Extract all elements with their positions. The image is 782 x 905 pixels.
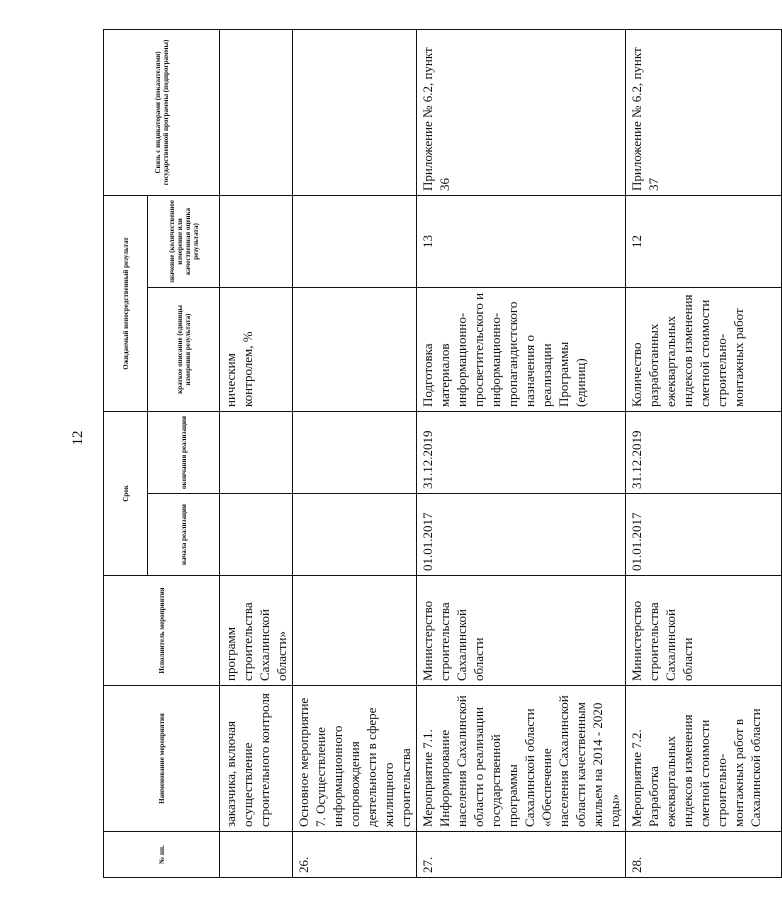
cell-start: 01.01.2017: [626, 494, 782, 576]
cell-link: Приложение № 6.2, пункт 36: [417, 29, 626, 195]
header-result-desc: краткое описание (единицы измерения результата): [148, 287, 220, 411]
cell-num: 27.: [417, 832, 626, 878]
cell-start: [293, 494, 417, 576]
cell-link: [220, 29, 293, 195]
rotated-table-block: [103, 30, 763, 878]
header-link: Связь с индикаторами (показателями) государственной программы (подпрограммы): [104, 29, 220, 195]
table-row: [417, 29, 626, 877]
cell-link: [293, 29, 417, 195]
header-term: Срок: [104, 411, 148, 575]
cell-executor: программ строительства Сахалинской области»: [220, 576, 293, 686]
cell-executor: [293, 576, 417, 686]
cell-desc: Количество разработанных ежеквартальных индексов изменения сметной стоимости строительно-монтажных работ: [626, 287, 782, 411]
header-num: № пп.: [104, 832, 220, 878]
header-result: Ожидаемый непосредственный результат: [104, 195, 148, 411]
header-executor: Исполнитель мероприятия: [104, 576, 220, 686]
cell-name: Мероприятие 7.2. Разработка ежеквартальных индексов изменения сметной стоимости строительно-монтажных работ в Сахалинской области: [626, 686, 782, 832]
header-result-value: значение (количественное измерение или качественная оценка результата): [148, 195, 220, 287]
page-number: 12: [70, 430, 86, 446]
cell-value: 12: [626, 195, 782, 287]
cell-num: [220, 832, 293, 878]
table-row: [220, 29, 293, 877]
header-term-end: окончания реализации: [148, 411, 220, 493]
cell-executor: Министерство строительства Сахалинской области: [417, 576, 626, 686]
cell-start: 01.01.2017: [417, 494, 626, 576]
table-container: [103, 30, 763, 878]
cell-name: заказчика, включая осуществление строительного контроля: [220, 686, 293, 832]
cell-end: 31.12.2019: [417, 411, 626, 493]
table-row: [626, 29, 782, 877]
cell-end: 31.12.2019: [626, 411, 782, 493]
cell-end: [220, 411, 293, 493]
cell-start: [220, 494, 293, 576]
header-term-start: начала реализации: [148, 494, 220, 576]
program-events-table: [103, 29, 782, 878]
cell-desc: ническим контролем, %: [220, 287, 293, 411]
cell-num: 26.: [293, 832, 417, 878]
table-header-row: [104, 29, 148, 877]
cell-end: [293, 411, 417, 493]
table-row: [293, 29, 417, 877]
cell-desc: Подготовка материалов информационно-просветительского и информационно-пропагандистского назначения о реализации Программы (единиц): [417, 287, 626, 411]
cell-name: Мероприятие 7.1. Информирование населения Сахалинской области о реализации государственной программы Сахалинской области «Обеспечение населения Сахалинской области качественным жильем на 2014 - 2020 годы»: [417, 686, 626, 832]
cell-value: [293, 195, 417, 287]
cell-value: 13: [417, 195, 626, 287]
cell-name: Основное мероприятие 7. Осуществление информационного сопровождения деятельности в сфере жилищного строительства: [293, 686, 417, 832]
cell-executor: Министерство строительства Сахалинской области: [626, 576, 782, 686]
cell-value: [220, 195, 293, 287]
header-name: Наименование мероприятия: [104, 686, 220, 832]
cell-desc: [293, 287, 417, 411]
cell-num: 28.: [626, 832, 782, 878]
cell-link: Приложение № 6.2, пункт 37: [626, 29, 782, 195]
